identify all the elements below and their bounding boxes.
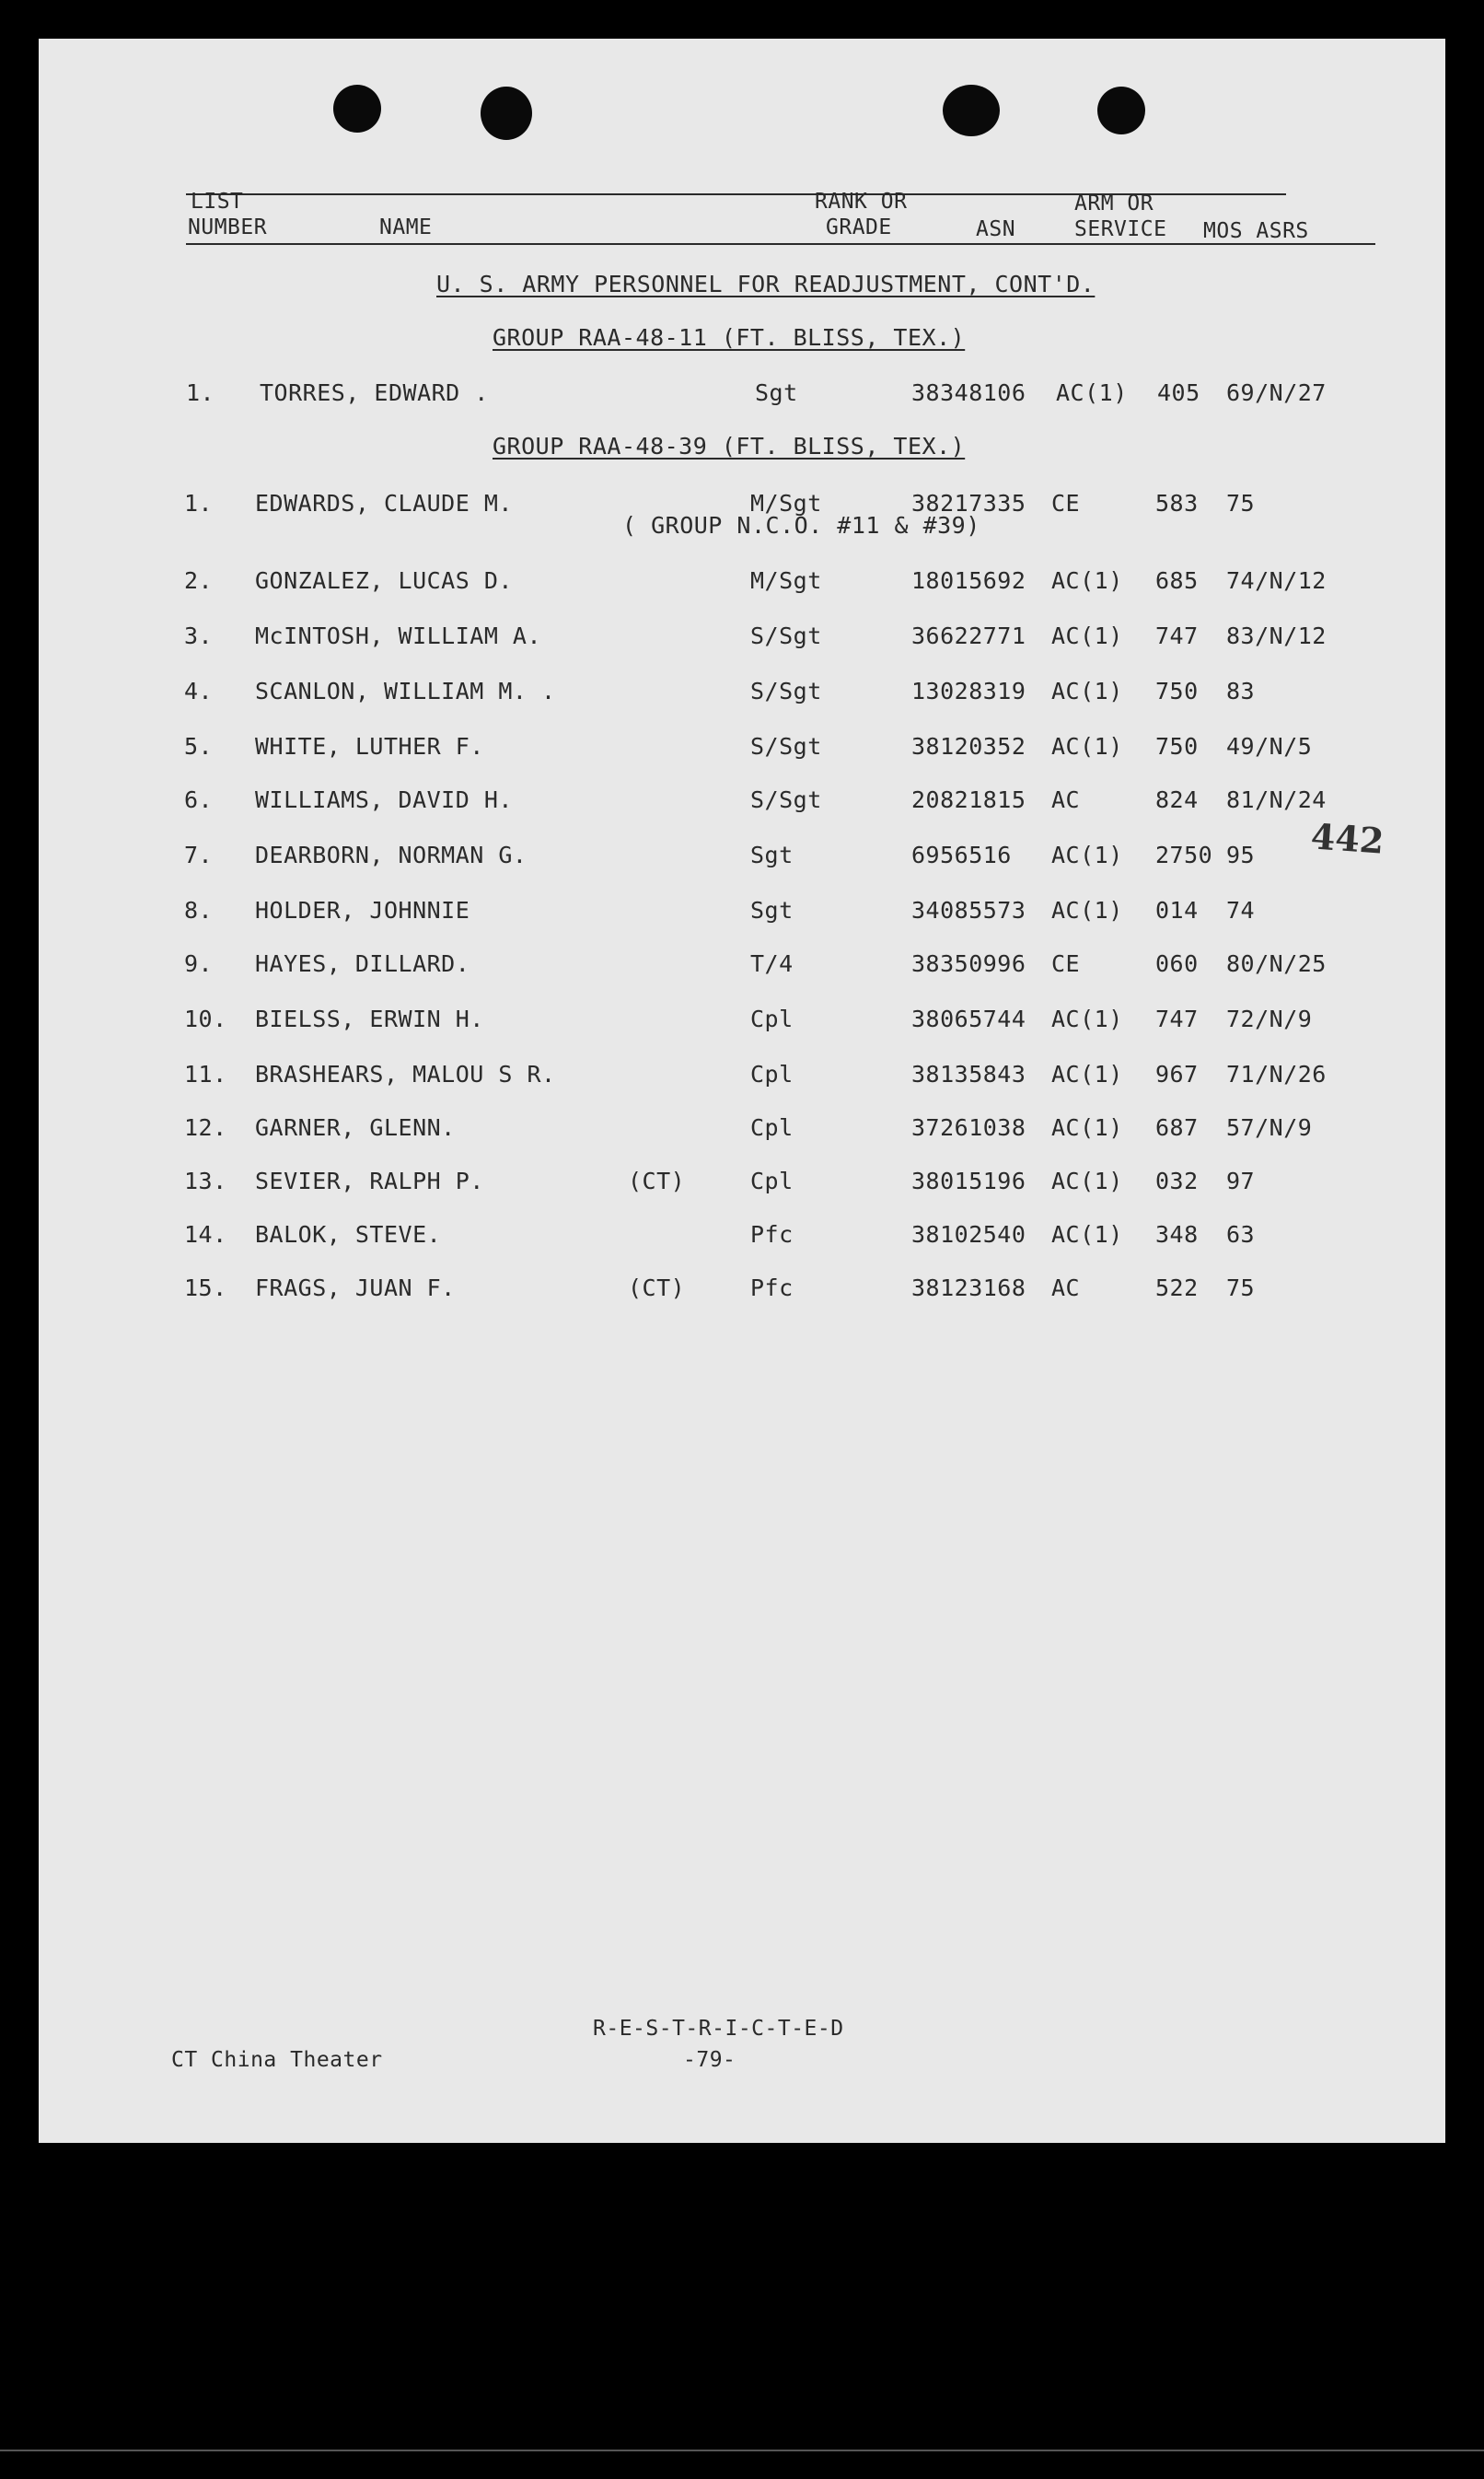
row-mos: 967 [1155,1061,1199,1088]
row-mos: 750 [1155,678,1199,704]
row-name: SEVIER, RALPH P. [255,1168,484,1194]
row-asn: 38135843 [911,1061,1026,1088]
row-asn: 18015692 [911,567,1026,594]
row-arm: AC(1) [1051,567,1123,594]
header-mos-asrs: MOS ASRS [1203,219,1309,243]
row-number: 5. [184,733,214,760]
header-list-number-1: LIST [191,190,244,214]
row-asn: 13028319 [911,678,1026,704]
scan-edge-line [0,2450,1484,2451]
row-arm: AC(1) [1051,733,1123,760]
group-nco-note: ( GROUP N.C.O. #11 & #39) [622,512,980,539]
header-rank-2: GRADE [826,215,892,239]
row-asrs: 97 [1226,1168,1256,1194]
header-name: NAME [379,215,433,239]
row-asn: 6956516 [911,842,1012,868]
row-number: 8. [184,897,214,924]
row-number: 15. [184,1274,227,1301]
row-asrs: 63 [1226,1221,1256,1248]
group-heading-2: GROUP RAA-48-39 (FT. BLISS, TEX.) [493,433,966,460]
row-name: McINTOSH, WILLIAM A. [255,623,542,649]
footer-legend: CT China Theater [171,2048,383,2072]
punch-hole [481,87,532,140]
row-number: 9. [184,950,214,977]
row-name: SCANLON, WILLIAM M. . [255,678,556,704]
row-rank: Cpl [750,1006,794,1032]
row-arm: AC(1) [1051,1114,1123,1141]
header-rank-1: RANK OR [815,190,908,214]
row-mos: 750 [1155,733,1199,760]
row-number: 4. [184,678,214,704]
row-name: GARNER, GLENN. [255,1114,456,1141]
group-heading-1: GROUP RAA-48-11 (FT. BLISS, TEX.) [493,324,966,351]
row-name: FRAGS, JUAN F. [255,1274,456,1301]
row-number: 1. [184,490,214,517]
document-page [39,39,1445,2143]
header-list-number-2: NUMBER [188,215,268,239]
row-number: 7. [184,842,214,868]
row-asn: 38348106 [911,379,1026,406]
row-mos: 583 [1155,490,1199,517]
punch-hole [1097,87,1145,134]
row-asn: 34085573 [911,897,1026,924]
row-asrs: 80/N/25 [1226,950,1327,977]
header-bottom-rule [186,243,1375,245]
row-name: DEARBORN, NORMAN G. [255,842,528,868]
row-arm: AC(1) [1051,1006,1123,1032]
row-number: 6. [184,786,214,813]
row-arm: AC [1051,786,1081,813]
row-rank: Cpl [750,1114,794,1141]
row-asrs: 74 [1226,897,1256,924]
page-stamp-number: 442 [1309,815,1385,862]
row-arm: AC [1051,1274,1081,1301]
row-asn: 37261038 [911,1114,1026,1141]
row-mos: 348 [1155,1221,1199,1248]
row-name: BRASHEARS, MALOU S R. [255,1061,556,1088]
row-asn: 38350996 [911,950,1026,977]
row-rank: Sgt [750,897,794,924]
row-mos: 824 [1155,786,1199,813]
row-number: 11. [184,1061,227,1088]
row-arm: AC(1) [1051,1061,1123,1088]
row-mos: 032 [1155,1168,1199,1194]
row-asrs: 95 [1226,842,1256,868]
row-asrs: 83 [1226,678,1256,704]
row-name: EDWARDS, CLAUDE M. [255,490,513,517]
row-asrs: 69/N/27 [1226,379,1327,406]
row-name: WILLIAMS, DAVID H. [255,786,513,813]
header-arm-2: SERVICE [1074,217,1167,241]
row-asrs: 57/N/9 [1226,1114,1313,1141]
row-asn: 36622771 [911,623,1026,649]
row-asn: 38120352 [911,733,1026,760]
header-asn: ASN [976,217,1016,241]
row-rank: Cpl [750,1168,794,1194]
row-mos: 685 [1155,567,1199,594]
restricted-label: R-E-S-T-R-I-C-T-E-D [593,2017,844,2041]
row-asn: 38015196 [911,1168,1026,1194]
document-title: U. S. ARMY PERSONNEL FOR READJUSTMENT, CONT'D. [436,271,1096,297]
row-number: 14. [184,1221,227,1248]
row-name: GONZALEZ, LUCAS D. [255,567,513,594]
row-asn: 38217335 [911,490,1026,517]
header-arm-1: ARM OR [1074,192,1154,215]
row-asn: 20821815 [911,786,1026,813]
row-arm: AC(1) [1051,1221,1123,1248]
row-number: 13. [184,1168,227,1194]
row-rank: Cpl [750,1061,794,1088]
row-arm: AC(1) [1051,678,1123,704]
punch-hole [943,85,1000,136]
row-mos: 405 [1157,379,1200,406]
row-rank: S/Sgt [750,678,822,704]
row-theater-note: (CT) [628,1168,686,1194]
row-asrs: 71/N/26 [1226,1061,1327,1088]
row-asn: 38102540 [911,1221,1026,1248]
row-name: HAYES, DILLARD. [255,950,470,977]
row-mos: 2750 [1155,842,1213,868]
row-mos: 014 [1155,897,1199,924]
row-number: 2. [184,567,214,594]
row-number: 3. [184,623,214,649]
row-asrs: 49/N/5 [1226,733,1313,760]
row-asn: 38123168 [911,1274,1026,1301]
row-name: HOLDER, JOHNNIE [255,897,470,924]
row-arm: AC(1) [1056,379,1128,406]
row-rank: Sgt [750,842,794,868]
row-rank: M/Sgt [750,490,822,517]
row-asrs: 83/N/12 [1226,623,1327,649]
row-arm: AC(1) [1051,1168,1123,1194]
row-mos: 687 [1155,1114,1199,1141]
punch-hole [333,85,381,133]
row-arm: CE [1051,950,1081,977]
row-rank: Pfc [750,1221,794,1248]
row-name: TORRES, EDWARD . [260,379,489,406]
row-mos: 060 [1155,950,1199,977]
row-asrs: 74/N/12 [1226,567,1327,594]
row-rank: Sgt [755,379,798,406]
row-rank: S/Sgt [750,733,822,760]
row-arm: CE [1051,490,1081,517]
row-number: 10. [184,1006,227,1032]
row-asn: 38065744 [911,1006,1026,1032]
row-rank: T/4 [750,950,794,977]
row-theater-note: (CT) [628,1274,686,1301]
page-number: -79- [683,2048,736,2072]
row-mos: 747 [1155,623,1199,649]
row-number: 12. [184,1114,227,1141]
row-arm: AC(1) [1051,897,1123,924]
row-number: 1. [186,379,215,406]
row-arm: AC(1) [1051,623,1123,649]
row-mos: 522 [1155,1274,1199,1301]
row-asrs: 81/N/24 [1226,786,1327,813]
row-name: BALOK, STEVE. [255,1221,442,1248]
row-mos: 747 [1155,1006,1199,1032]
row-asrs: 72/N/9 [1226,1006,1313,1032]
row-asrs: 75 [1226,1274,1256,1301]
row-rank: Pfc [750,1274,794,1301]
row-arm: AC(1) [1051,842,1123,868]
row-name: WHITE, LUTHER F. [255,733,484,760]
row-rank: M/Sgt [750,567,822,594]
row-rank: S/Sgt [750,623,822,649]
row-name: BIELSS, ERWIN H. [255,1006,484,1032]
row-rank: S/Sgt [750,786,822,813]
row-asrs: 75 [1226,490,1256,517]
